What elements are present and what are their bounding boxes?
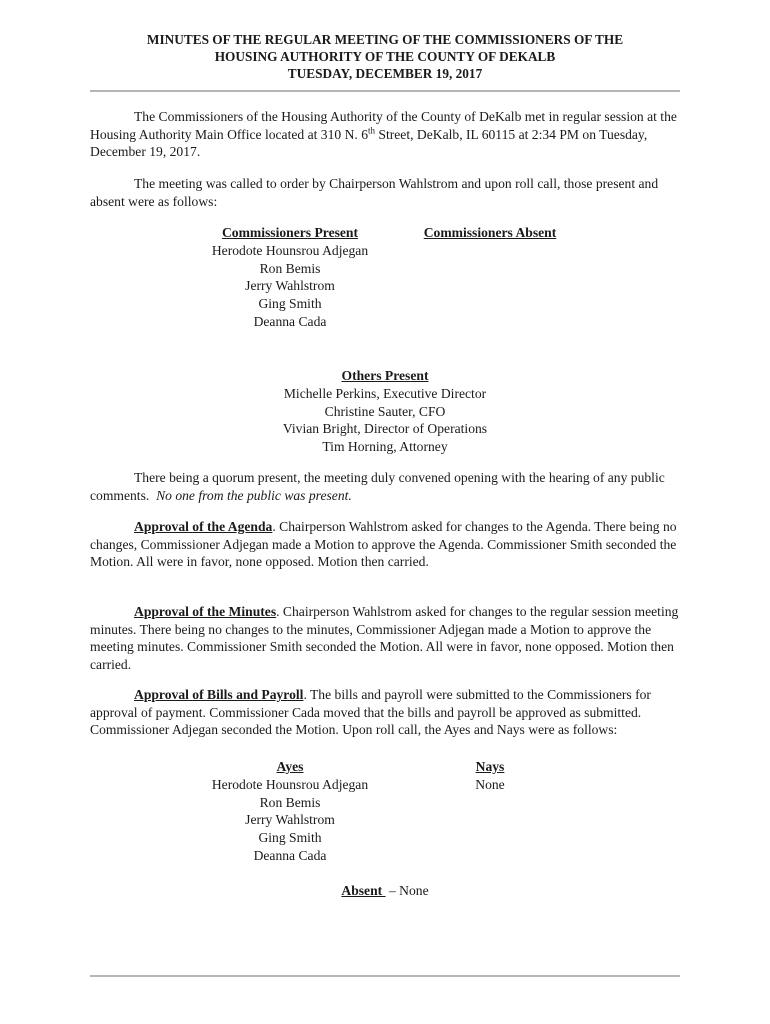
present-name: Herodote Hounsrou Adjegan — [211, 242, 369, 258]
roll-call-paragraph — [90, 175, 680, 210]
commissioners-present-list — [200, 224, 380, 331]
title-line-3: TUESDAY, DECEMBER 19, 2017 — [287, 66, 483, 81]
header-divider — [90, 90, 680, 92]
quorum-paragraph — [90, 469, 680, 504]
commissioners-absent-list — [415, 224, 565, 242]
absent-label: Absent — [341, 883, 386, 898]
agenda-paragraph — [90, 518, 680, 571]
others-name: Christine Sauter, CFO — [324, 403, 446, 419]
present-name: Ron Bemis — [259, 260, 321, 276]
quorum-italic: No one from the public was present. — [156, 487, 352, 503]
intro-text-end: Street, DeKalb, IL 60115 at 2:34 PM on Tuesday, December 19, 2017. — [90, 126, 648, 160]
aye-name: Ron Bemis — [259, 794, 321, 810]
commissioners-absent-heading: Commissioners Absent — [423, 225, 557, 240]
footer-divider — [90, 975, 680, 977]
others-name: Vivian Bright, Director of Operations — [282, 421, 488, 437]
ayes-heading: Ayes — [276, 759, 304, 774]
absent-value: – None — [385, 883, 429, 898]
minutes-paragraph — [90, 603, 680, 673]
others-name: Tim Horning, Attorney — [322, 439, 448, 455]
intro-paragraph — [90, 108, 680, 161]
others-present-list — [90, 367, 680, 456]
intro-text: The Commissioners of the Housing Authority of the County of DeKalb met in regular session at the Housing Authority Main Office located at 310 N. 6 — [90, 109, 677, 142]
title-line-2: HOUSING AUTHORITY OF THE COUNTY OF DEKALB — [214, 49, 556, 64]
aye-name: Jerry Wahlstrom — [245, 812, 335, 828]
others-name: Michelle Perkins, Executive Director — [283, 385, 487, 401]
aye-name: Ging Smith — [258, 830, 322, 846]
quorum-text: There being a quorum present, the meeting duly convened opening with the hearing of any public comments. — [90, 470, 665, 503]
nays-list — [460, 758, 520, 794]
commissioners-present-heading: Commissioners Present — [221, 225, 359, 240]
nay-name: None — [475, 776, 505, 792]
nays-heading: Nays — [475, 759, 505, 774]
present-name: Ging Smith — [258, 296, 322, 312]
document-title — [90, 31, 680, 82]
minutes-heading: Approval of the Minutes — [134, 604, 277, 619]
present-name: Jerry Wahlstrom — [245, 278, 335, 294]
aye-name: Herodote Hounsrou Adjegan — [211, 776, 369, 792]
agenda-text: . Chairperson Wahlstrom asked for changes to the Agenda. There being no changes, Commissioner Adjegan made a Motion to approve the Agenda. Commissioner Smith seconded the Motion. All were in favor, none opposed. Motion then carried. — [90, 519, 677, 570]
others-present-heading: Others Present — [341, 368, 429, 383]
bills-heading: Approval of Bills and Payroll — [134, 687, 304, 702]
title-line-1: MINUTES OF THE REGULAR MEETING OF THE COMMISSIONERS OF THE — [146, 32, 624, 47]
bills-text: . The bills and payroll were submitted to the Commissioners for approval of payment. Commissioner Cada moved that the bills and payroll be approved as submitted. Commissioner Adjegan seconded the Motion. Upon roll call, the Ayes and Nays were as follows: — [90, 687, 651, 738]
intro-sup: th — [368, 125, 376, 136]
roll-call-text: The meeting was called to order by Chairperson Wahlstrom and upon roll call, those present and absent were as follows: — [90, 176, 659, 209]
present-name: Deanna Cada — [253, 313, 327, 329]
ayes-list — [200, 758, 380, 865]
absent-line — [90, 882, 680, 900]
aye-name: Deanna Cada — [253, 847, 327, 863]
agenda-heading: Approval of the Agenda — [134, 519, 273, 534]
bills-paragraph — [90, 686, 680, 739]
minutes-text: . Chairperson Wahlstrom asked for changes to the regular session meeting minutes. There being no changes to the minutes, Commissioner Adjegan made a Motion to approve the meeting minutes. Commissioner Smith seconded the Motion. All were in favor, none opposed. Motion then carried. — [90, 604, 679, 672]
minutes-page — [90, 0, 680, 1024]
